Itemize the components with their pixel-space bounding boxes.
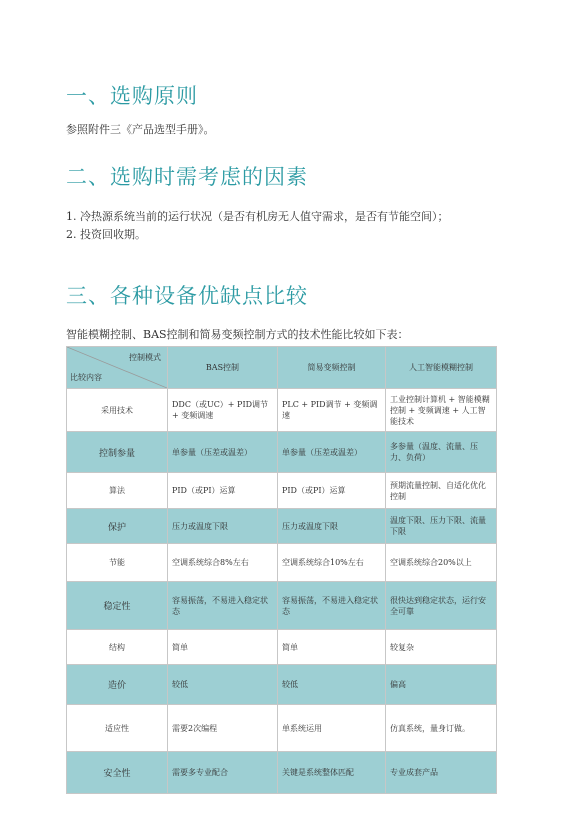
row-label: 造价 [67,665,168,705]
row-label: 控制参量 [67,432,168,473]
section-heading-2: 二、选购时需考虑的因素 [66,165,308,189]
table-cell: 工业控制计算机 + 智能模糊控制 + 变频调速 + 人工智能技术 [386,389,497,432]
table-cell: 需要多专业配合 [168,752,278,794]
table-row [67,665,497,705]
row-label: 稳定性 [67,582,168,630]
table-cell: 较复杂 [386,630,497,665]
row-label: 采用技术 [67,389,168,432]
column-header: 人工智能模糊控制 [386,347,497,389]
table-row [67,705,497,752]
table-cell: 单参量（压差或温差） [278,432,386,473]
table-cell: 简单 [278,630,386,665]
table-row [67,389,497,432]
table-cell: 空调系统综合8%左右 [168,544,278,582]
table-row [67,432,497,473]
table-cell: PID（或PI）运算 [278,473,386,509]
section-1-text: 参照附件三《产品选型手册》。 [66,123,215,136]
list-item: 2. 投资回收期。 [66,228,146,241]
table-cell: 空调系统综合20%以上 [386,544,497,582]
corner-top-label: 控制模式 [129,353,161,362]
table-cell: 空调系统综合10%左右 [278,544,386,582]
section-heading-1: 一、选购原则 [66,84,198,108]
table-intro: 智能模糊控制、BAS控制和简易变频控制方式的技术性能比较如下表： [66,328,409,341]
table-cell: PLC + PID调节 + 变频调速 [278,389,386,432]
table-cell: 多参量（温度、流量、压力、负荷） [386,432,497,473]
table-header-row [67,347,497,389]
table-cell: 专业成套产品 [386,752,497,794]
row-label: 保护 [67,509,168,544]
table-cell: 较低 [278,665,386,705]
table-cell: 仿真系统，量身订做。 [386,705,497,752]
table-cell: 偏高 [386,665,497,705]
table-cell: 容易振荡，不易进入稳定状态 [278,582,386,630]
column-header: BAS控制 [168,347,278,389]
table-cell: 预期流量控制、自适化优化控制 [386,473,497,509]
column-header: 简易变频控制 [278,347,386,389]
row-label: 结构 [67,630,168,665]
row-label: 算法 [67,473,168,509]
row-label: 节能 [67,544,168,582]
table-cell: DDC（或UC）+ PID调节 + 变频调速 [168,389,278,432]
table-cell: 单参量（压差或温差） [168,432,278,473]
table-row [67,752,497,794]
table-cell: 压力或温度下限 [168,509,278,544]
table-cell: 温度下限、压力下限、流量下限 [386,509,497,544]
table-row [67,473,497,509]
table-row [67,544,497,582]
row-label: 安全性 [67,752,168,794]
table-row [67,630,497,665]
row-label: 适应性 [67,705,168,752]
corner-bottom-label: 比较内容 [70,373,102,382]
table-cell: 较低 [168,665,278,705]
table-cell: 简单 [168,630,278,665]
list-item: 1. 冷热源系统当前的运行状况（是否有机房无人值守需求，是否有节能空间）； [66,210,449,223]
table-row [67,582,497,630]
table-cell: PID（或PI）运算 [168,473,278,509]
table-row [67,509,497,544]
table-cell: 容易振荡，不易进入稳定状态 [168,582,278,630]
table-cell: 压力或温度下限 [278,509,386,544]
table-cell: 关键是系统整体匹配 [278,752,386,794]
table-cell: 很快达到稳定状态，运行安全可靠 [386,582,497,630]
table-corner-cell [67,347,168,389]
section-heading-3: 三、各种设备优缺点比较 [66,284,308,308]
table-cell: 需要2次编程 [168,705,278,752]
comparison-table [66,346,497,794]
table-cell: 单系统运用 [278,705,386,752]
